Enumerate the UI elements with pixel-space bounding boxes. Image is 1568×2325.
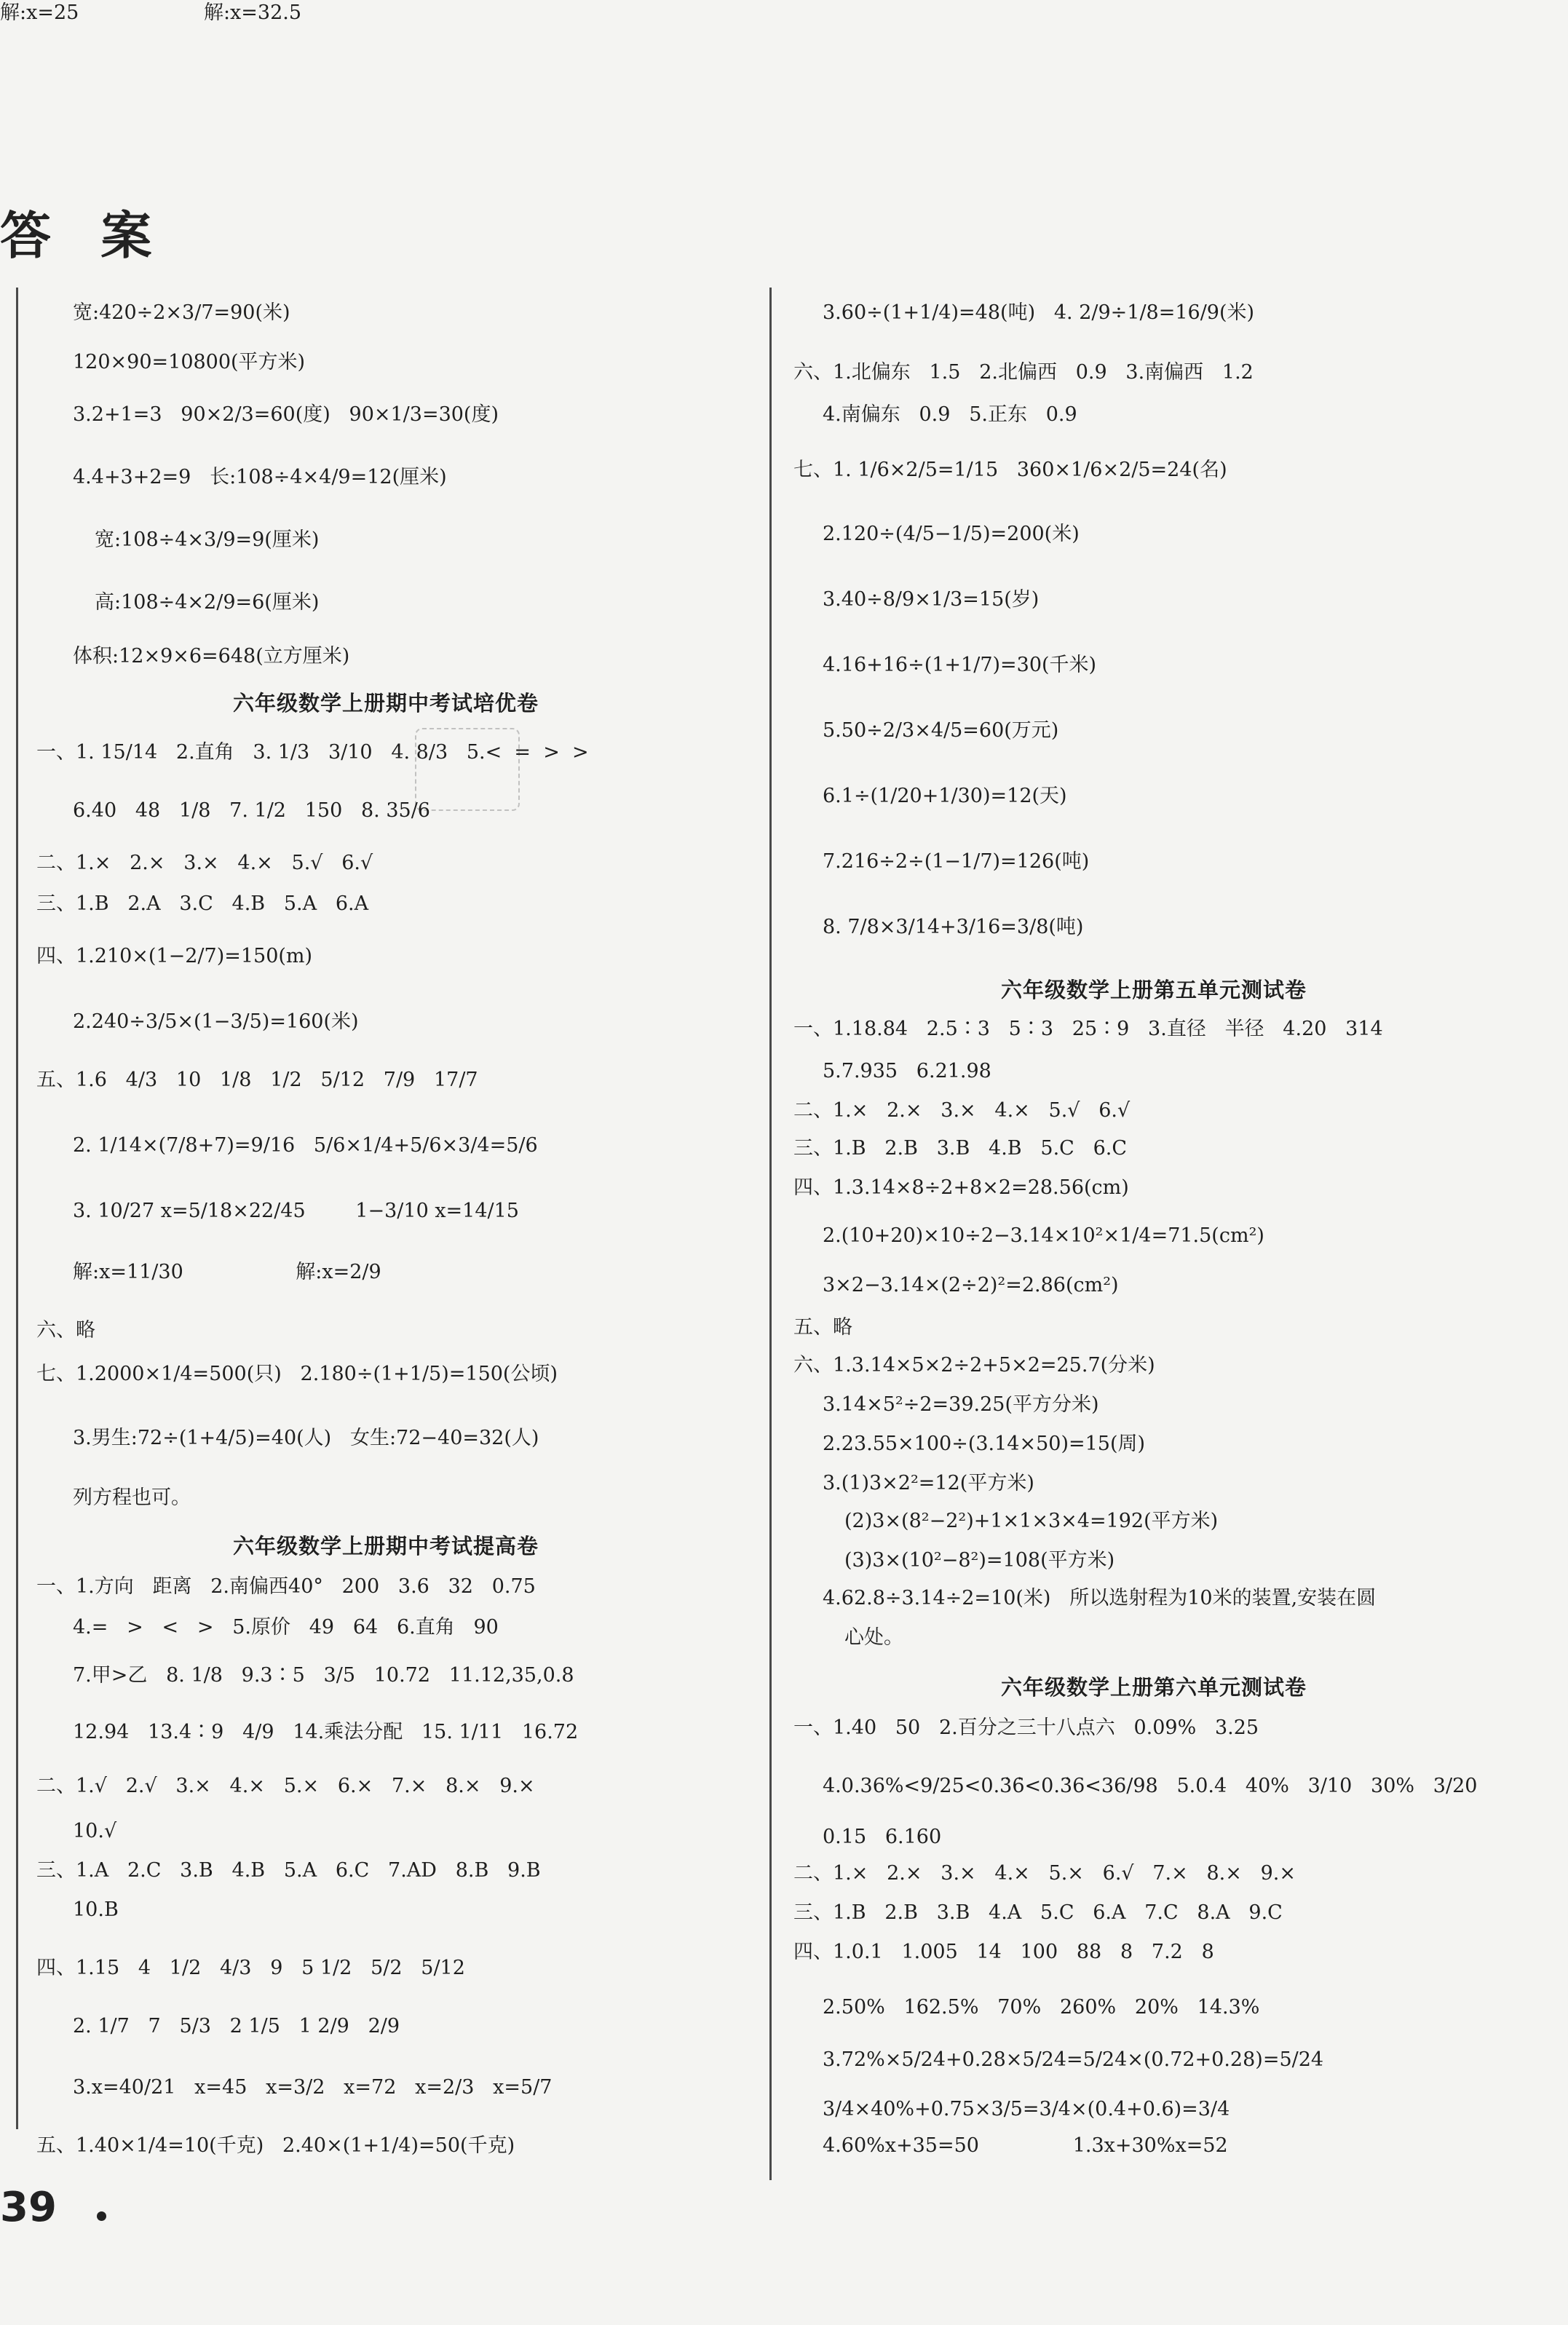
answer-line: 一、1.方向 距离 2.南偏西40° 200 3.6 32 0.75 <box>36 1575 536 1598</box>
answer-line: 3.x=40/21 x=45 x=3/2 x=72 x=2/3 x=5/7 <box>73 2076 553 2099</box>
page-number: 39 <box>0 2184 57 2231</box>
answer-line: 8. 7/8×3/14+3/16=3/8(吨) <box>823 916 1084 938</box>
answer-line: 6.1÷(1/20+1/30)=12(天) <box>823 785 1067 807</box>
answer-line: 12.94 13.4∶9 4/9 14.乘法分配 15. 1/11 16.72 <box>73 1721 579 1743</box>
section-title: 六年级数学上册期中考试提高卷 <box>232 1534 539 1558</box>
answer-line: 3.14×5²÷2=39.25(平方分米) <box>823 1393 1099 1416</box>
answer-line: 宽:108÷4×3/9=9(厘米) <box>95 528 320 551</box>
answer-line: 2.120÷(4/5−1/5)=200(米) <box>823 523 1080 545</box>
answer-line: 二、1.√ 2.√ 3.× 4.× 5.× 6.× 7.× 8.× 9.× <box>36 1775 535 1797</box>
answer-line: 6.40 48 1/8 7. 1/2 150 8. 35/6 <box>73 799 430 822</box>
answer-line: 7.甲>乙 8. 1/8 9.3∶5 3/5 10.72 11.12,35,0.8 <box>73 1664 574 1687</box>
answer-line: 7.216÷2÷(1−1/7)=126(吨) <box>823 850 1090 873</box>
answer-line: 七、1.2000×1/4=500(只) 2.180÷(1+1/5)=150(公顷) <box>36 1363 558 1385</box>
section-title: 六年级数学上册第六单元测试卷 <box>1000 1675 1307 1700</box>
answer-line: 3.(1)3×2²=12(平方米) <box>823 1472 1034 1494</box>
answer-line: 二、1.× 2.× 3.× 4.× 5.× 6.√ 7.× 8.× 9.× <box>793 1862 1296 1885</box>
answer-line: 二、1.× 2.× 3.× 4.× 5.√ 6.√ <box>793 1099 1131 1122</box>
answer-line: 3. 10/27 x=5/18×22/45 1−3/10 x=14/15 <box>73 1200 519 1222</box>
answer-line: 5.50÷2/3×4/5=60(万元) <box>823 719 1059 742</box>
answer-line: 0.15 6.160 <box>823 1826 942 1848</box>
answer-line: 四、1.210×(1−2/7)=150(m) <box>36 945 313 967</box>
answer-line: 4.62.8÷3.14÷2=10(米) 所以选射程为10米的装置,安装在圆 <box>823 1587 1377 1609</box>
answer-line: 10.B <box>73 1898 119 1921</box>
answer-line: 2. 1/14×(7/8+7)=9/16 5/6×1/4+5/6×3/4=5/6 <box>73 1134 538 1157</box>
answer-line: 高:108÷4×2/9=6(厘米) <box>95 591 320 614</box>
answer-line: 4.16+16÷(1+1/7)=30(千米) <box>823 654 1097 676</box>
answer-line: 2. 1/7 7 5/3 2 1/5 1 2/9 2/9 <box>73 2015 400 2037</box>
answer-line: 3.男生:72÷(1+4/5)=40(人) 女生:72−40=32(人) <box>73 1427 539 1449</box>
answer-line: 三、1.B 2.A 3.C 4.B 5.A 6.A <box>36 892 369 915</box>
answer-line: 4.4+3+2=9 长:108÷4×4/9=12(厘米) <box>73 466 447 488</box>
answer-line: 五、1.6 4/3 10 1/8 1/2 5/12 7/9 17/7 <box>36 1069 478 1091</box>
answer-line: 10.√ <box>73 1820 117 1842</box>
answer-line: 一、1. 15/14 2.直角 3. 1/3 3/10 4. 8/3 5.< = > > <box>36 741 589 764</box>
answer-line: 宽:420÷2×3/7=90(米) <box>73 301 290 324</box>
answer-line: 3.60÷(1+1/4)=48(吨) 4. 2/9÷1/8=16/9(米) <box>823 301 1255 324</box>
answer-line: 五、略 <box>793 1316 852 1339</box>
answer-line: 二、1.× 2.× 3.× 4.× 5.√ 6.√ <box>36 852 373 874</box>
answer-line: 4.= > < > 5.原价 49 64 6.直角 90 <box>73 1616 499 1639</box>
section-title: 六年级数学上册第五单元测试卷 <box>1000 978 1307 1002</box>
answer-line: 2.240÷3/5×(1−3/5)=160(米) <box>73 1010 359 1033</box>
answer-line: 解:x=25 解:x=32.5 <box>0 1 302 24</box>
left-margin-rule <box>16 288 18 2129</box>
answer-line: 4.南偏东 0.9 5.正东 0.9 <box>823 403 1077 426</box>
answer-line: 心处。 <box>844 1626 903 1649</box>
answer-line: 4.0.36%<9/25<0.3̇6̇<0.3̇6<36/98 5.0.4 40% 3/10 30% 3/20 <box>823 1775 1478 1797</box>
answer-line: 列方程也可。 <box>73 1486 191 1509</box>
answer-line: 体积:12×9×6=648(立方厘米) <box>73 645 350 668</box>
answer-line: (3)3×(10²−8²)=108(平方米) <box>844 1549 1115 1572</box>
answer-line: 2.(10+20)×10÷2−3.14×10²×1/4=71.5(cm²) <box>823 1224 1264 1247</box>
section-title: 六年级数学上册期中考试培优卷 <box>232 691 539 716</box>
answer-line: 五、1.40×1/4=10(千克) 2.40×(1+1/4)=50(千克) <box>36 2134 515 2157</box>
answer-line: 四、1.3.14×8÷2+8×2=28.56(cm) <box>793 1176 1129 1199</box>
answer-line: 3.72%×5/24+0.28×5/24=5/24×(0.72+0.28)=5/24 <box>823 2048 1324 2071</box>
answer-line: 三、1.A 2.C 3.B 4.B 5.A 6.C 7.AD 8.B 9.B <box>36 1859 541 1882</box>
answer-line: 四、1.0.1 1.005 14 100 88 8 7.2 8 <box>793 1941 1214 1963</box>
answer-line: 六、1.3.14×5×2÷2+5×2=25.7(分米) <box>793 1354 1155 1377</box>
answer-line: 一、1.18.84 2.5∶3 5∶3 25∶9 3.直径 半径 4.20 314 <box>793 1018 1383 1040</box>
answer-line: 一、1.40 50 2.百分之三十八点六 0.09% 3.25 <box>793 1716 1259 1739</box>
answer-line: 5.7.935 6.21.98 <box>823 1060 991 1082</box>
answer-line: 3×2−3.14×(2÷2)²=2.86(cm²) <box>823 1274 1119 1296</box>
page-number-dot <box>97 2211 106 2221</box>
answer-line: 六、1.北偏东 1.5 2.北偏西 0.9 3.南偏西 1.2 <box>793 361 1254 384</box>
answer-line: 四、1.15 4 1/2 4/3 9 5 1/2 5/2 5/12 <box>36 1957 465 1979</box>
answer-line: 120×90=10800(平方米) <box>73 351 306 373</box>
answer-line: 三、1.B 2.B 3.B 4.A 5.C 6.A 7.C 8.A 9.C <box>793 1901 1283 1924</box>
answer-line: 3.2+1=3 90×2/3=60(度) 90×1/3=30(度) <box>73 403 499 426</box>
answer-line: 解:x=11/30 解:x=2/9 <box>73 1261 381 1283</box>
column-divider <box>769 288 772 2180</box>
answer-line: 2.23.55×100÷(3.14×50)=15(周) <box>823 1433 1146 1455</box>
page-title: 答 案 <box>0 206 168 266</box>
answer-line: 七、1. 1/6×2/5=1/15 360×1/6×2/5=24(名) <box>793 459 1227 481</box>
answer-line: 三、1.B 2.B 3.B 4.B 5.C 6.C <box>793 1137 1127 1160</box>
answer-line: (2)3×(8²−2²)+1×1×3×4=192(平方米) <box>844 1510 1219 1532</box>
answer-line: 3.40÷8/9×1/3=15(岁) <box>823 588 1040 611</box>
answer-line: 3/4×40%+0.75×3/5=3/4×(0.4+0.6)=3/4 <box>823 2098 1230 2120</box>
answer-line: 六、略 <box>36 1319 95 1342</box>
answer-line: 4.60%x+35=50 1.3x+30%x=52 <box>823 2134 1228 2157</box>
answer-line: 2.50% 162.5% 70% 260% 20% 14.3% <box>823 1996 1260 2019</box>
